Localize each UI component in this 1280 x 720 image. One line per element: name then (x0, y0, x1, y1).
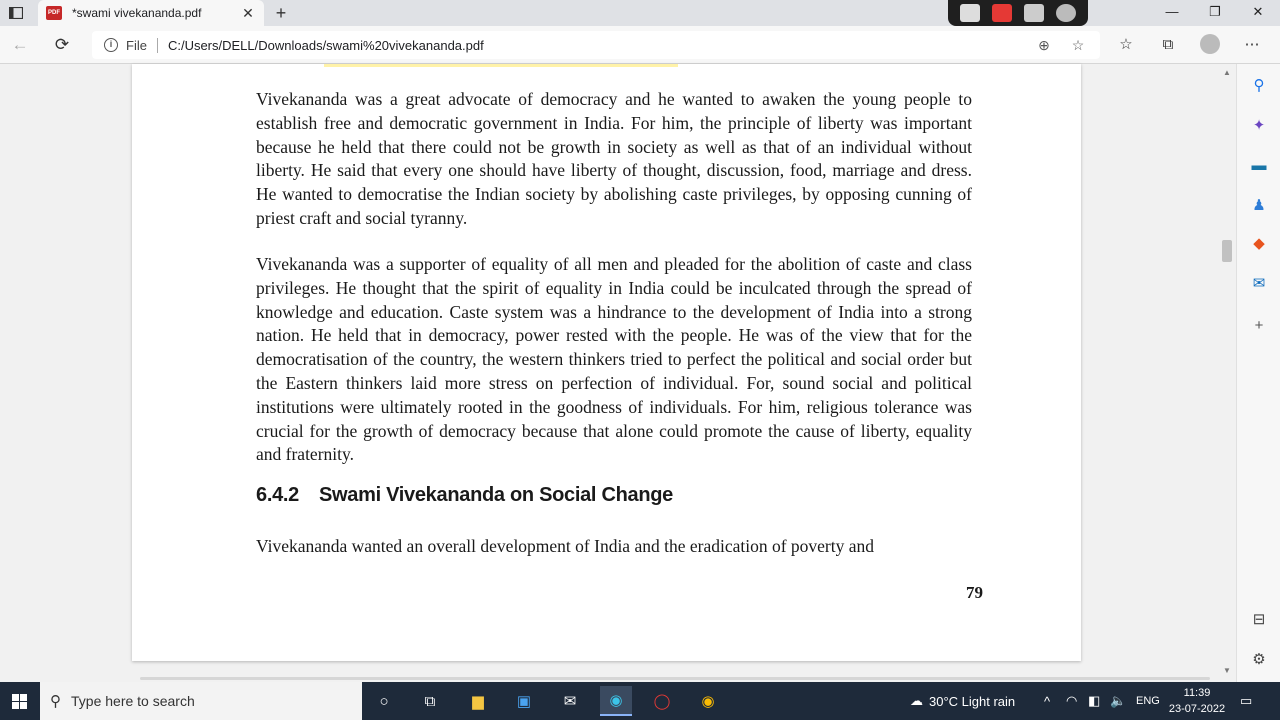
paragraph-3: Vivekananda wanted an overall development of India and the eradication of poverty and (256, 536, 875, 556)
task-view-icon[interactable]: ⧉ (424, 692, 436, 710)
store-icon[interactable]: ▣ (516, 693, 532, 710)
windows-start-icon[interactable] (0, 682, 38, 720)
clock-date: 23-07-2022 (1168, 703, 1226, 715)
cloud-icon: ☁ (910, 693, 923, 708)
mail-icon[interactable]: ✉ (563, 693, 577, 710)
section-title: Swami Vivekananda on Social Change (318, 484, 673, 506)
paragraph-1: Vivekananda was a great advocate of democracy and he wanted to awaken the young people to establish free and democratic government in India. For him, the principle of liberty was important because he held that there could not be growth in society as well as that of an individual without liberty. He said that every one should have liberty of thought, discussion, food, marriage and dress. He wanted to democratise the Indian society by abolishing caste privileges, by opposing cunning of priest craft and social tyranny. (256, 89, 972, 228)
edge-sidebar (1236, 64, 1280, 682)
sidebar-toggle-icon[interactable]: ⊟ (1252, 611, 1266, 628)
more-menu-icon[interactable]: ⋯ (1244, 36, 1260, 53)
file-explorer-icon[interactable]: ▆ (472, 693, 484, 710)
clock-time: 11:39 (1183, 687, 1211, 699)
back-icon[interactable]: ← (11, 35, 29, 54)
capture-toolbar (948, 0, 1088, 26)
address-bar (0, 26, 1280, 64)
close-window-button[interactable]: ✕ (1252, 4, 1264, 19)
clock[interactable] (1166, 685, 1228, 717)
show-hidden-icons[interactable]: ^ (1044, 693, 1051, 709)
office-icon[interactable]: ◆ (1253, 235, 1265, 252)
shopping-icon[interactable]: ▬ (1251, 157, 1267, 174)
pdf-icon: PDF (46, 6, 62, 20)
outlook-icon[interactable]: ✉ (1252, 275, 1266, 292)
section-number: 6.4.2 (256, 484, 299, 506)
gear-icon[interactable] (1056, 4, 1076, 22)
settings-icon[interactable]: ⚙ (1252, 651, 1266, 668)
tab-pdf[interactable] (38, 0, 264, 26)
tab-actions-icon (9, 7, 23, 19)
search-icon[interactable]: ⚲ (1253, 77, 1265, 94)
record-icon[interactable] (992, 4, 1012, 22)
taskbar-search[interactable] (40, 682, 362, 720)
opera-icon[interactable]: ◯ (653, 693, 671, 710)
games-icon[interactable]: ♟ (1252, 197, 1266, 214)
cortana-icon[interactable]: ○ (379, 692, 389, 710)
pdf-viewer (0, 64, 1236, 682)
scroll-up-icon[interactable]: ▲ (1223, 68, 1231, 77)
url-text[interactable]: C:/Users/DELL/Downloads/swami%20vivekananda.pdf (167, 37, 484, 53)
page-number: 79 (966, 583, 983, 602)
address-prefix: File (126, 38, 158, 53)
edge-icon[interactable]: ◉ (600, 686, 632, 716)
weather-widget[interactable] (910, 682, 1015, 720)
restore-button[interactable]: ❐ (1209, 4, 1221, 19)
add-favorite-icon[interactable]: ☆ (1071, 36, 1085, 53)
collections-icon[interactable]: ⧉ (1162, 36, 1174, 53)
copilot-icon[interactable]: ✦ (1252, 117, 1266, 134)
network-icon[interactable]: ◠ (1066, 693, 1078, 708)
url-box[interactable] (92, 31, 1100, 59)
gallery-icon[interactable] (1024, 4, 1044, 22)
tab-title: *swami vivekananda.pdf (72, 6, 202, 20)
camera-icon[interactable] (960, 4, 980, 22)
minimize-button[interactable]: — (1165, 4, 1179, 19)
weather-text: 30°C Light rain (929, 693, 1016, 709)
volume-icon[interactable]: 🔈 (1110, 693, 1127, 708)
refresh-icon[interactable]: ⟳ (54, 35, 70, 54)
pdf-page (132, 64, 1081, 661)
paragraph-2: Vivekananda was a supporter of equality of all men and pleaded for the abolition of caste and class privileges. He thought that the spirit of equality in India could be inculcated through the spread of knowledge and education. Caste system was a hindrance to the development of India into a strong nation. He held that in democracy, power rested with the people. He was of the view that for the democratisation of the country, the western thinkers tried to perfect the political and social order but the Eastern thinkers laid more stress on perfection of individual. For, sound social and political institutions were ultimately rooted in the goodness of individuals. For him, religious tolerance was crucial for the growth of democracy because that alone could promote the cause of liberty, equality and fraternity. (256, 254, 972, 465)
highlight-mark (324, 64, 678, 67)
tab-actions-button[interactable] (6, 4, 26, 22)
taskbar (0, 682, 1280, 720)
horizontal-scrollbar[interactable] (140, 677, 1210, 680)
new-tab-button[interactable]: + (275, 3, 287, 23)
scroll-thumb[interactable] (1222, 240, 1232, 262)
meet-icon[interactable]: ◧ (1088, 693, 1101, 708)
info-icon[interactable]: i (104, 38, 118, 52)
language-indicator[interactable]: ENG (1136, 695, 1160, 707)
zoom-icon[interactable]: ⊕ (1038, 36, 1050, 53)
scroll-down-icon[interactable]: ▼ (1223, 666, 1231, 675)
search-icon: ⚲ (50, 693, 61, 710)
notifications-icon[interactable]: ▭ (1240, 693, 1253, 708)
section-heading (256, 484, 673, 507)
tab-close-icon[interactable]: ✕ (242, 4, 254, 21)
vertical-scrollbar[interactable] (1218, 64, 1236, 682)
tab-bar (0, 0, 1280, 26)
add-icon[interactable]: + (1254, 317, 1264, 334)
favorites-icon[interactable]: ☆ (1119, 36, 1133, 53)
avatar[interactable] (1200, 34, 1220, 54)
chrome-icon[interactable]: ◉ (701, 693, 715, 710)
search-placeholder: Type here to search (71, 693, 195, 709)
